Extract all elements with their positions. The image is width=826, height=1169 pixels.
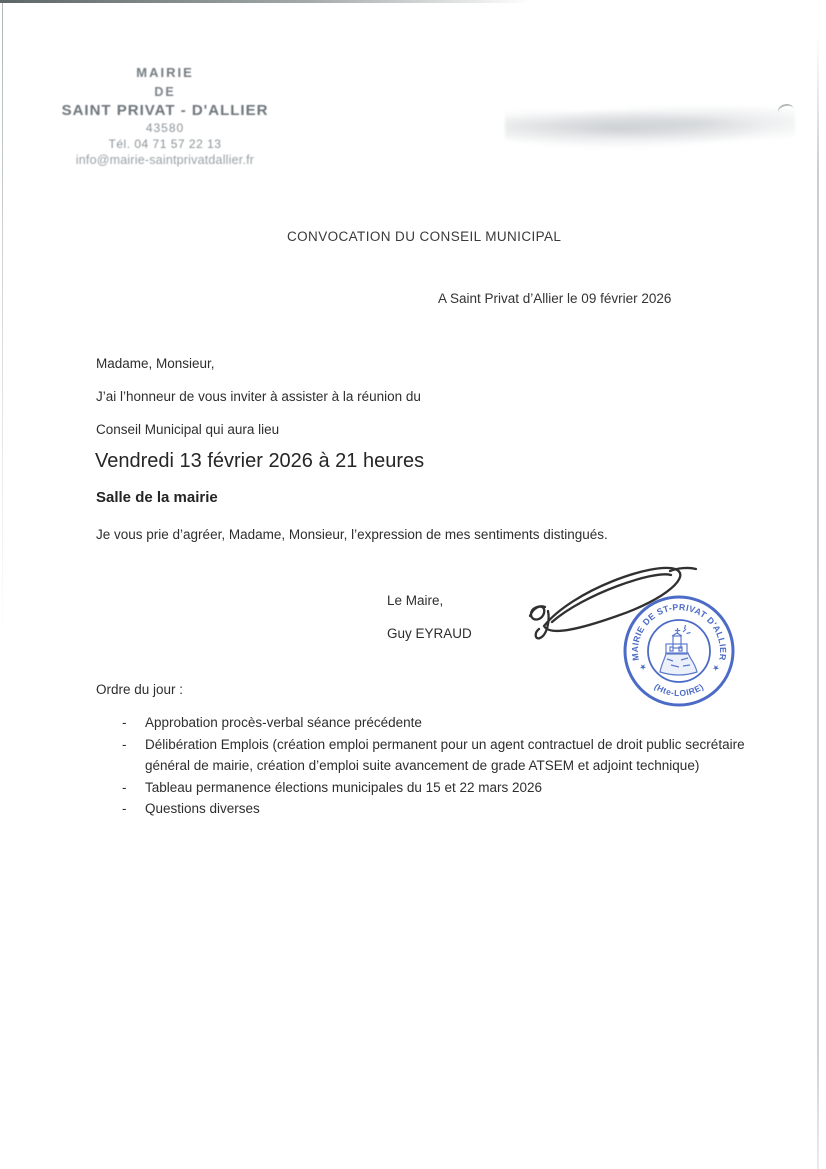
agenda-bullet: - <box>122 801 127 816</box>
agenda-item <box>96 734 746 777</box>
agenda-heading: Ordre du jour : <box>96 682 184 697</box>
svg-text:(Hte-LOIRE) <box>652 681 705 698</box>
municipal-round-stamp <box>620 592 738 710</box>
closing-formula: Je vous prie d’agréer, Madame, Monsieur, l’expression de mes sentiments distingués. <box>96 527 608 542</box>
agenda-bullet: - <box>122 779 127 795</box>
stamp-arc-bottom-text: (Hte-LOIRE) <box>652 681 706 699</box>
agenda-item <box>96 712 746 734</box>
agenda-bullet: - <box>122 715 127 730</box>
document-title: CONVOCATION DU CONSEIL MUNICIPAL <box>287 229 562 244</box>
agenda-item-text: Délibération Emplois (création emploi permanent pour un agent contractuel de droit public secrétaire général de mairie, création d’emploi suite avancement de grade ATSEM et adjoint technique) <box>145 736 745 773</box>
signer-name: Guy EYRAUD <box>387 626 472 641</box>
letterhead-stamp <box>40 61 290 168</box>
stamp-star-right-icon: ★ <box>710 662 722 674</box>
agenda-list <box>96 712 746 820</box>
scan-edge-top <box>0 0 560 3</box>
letterhead-phone: Tél. 04 71 57 22 13 <box>108 137 222 151</box>
agenda-item <box>96 777 746 799</box>
stamp-chapel-emblem <box>660 625 697 675</box>
signer-role: Le Maire, <box>387 593 444 608</box>
scan-smudge-artifact <box>505 106 795 148</box>
letterhead-org-line2: DE <box>154 85 176 99</box>
letterhead-email: info@mairie-saintprivatdallier.fr <box>75 153 255 167</box>
body-line-1: J’ai l’honneur de vous inviter à assister à la réunion du <box>96 389 421 404</box>
agenda-item-text: Approbation procès-verbal séance précédente <box>145 715 422 730</box>
agenda-item-text: Questions diverses <box>145 801 260 816</box>
scan-edge-left <box>2 2 3 642</box>
agenda-item <box>96 798 746 820</box>
body-line-2: Conseil Municipal qui aura lieu <box>96 422 280 437</box>
meeting-location: Salle de la mairie <box>96 489 218 506</box>
agenda-item-text: Tableau permanence élections municipales du 15 et 22 mars 2026 <box>145 779 542 795</box>
meeting-datetime: Vendredi 13 février 2026 à 21 heures <box>95 450 425 472</box>
letterhead-org-line3: SAINT PRIVAT - D'ALLIER <box>61 102 269 119</box>
agenda-bullet: - <box>122 736 127 752</box>
letterhead-org-line1: MAIRIE <box>136 65 194 80</box>
stamp-star-left-icon: ★ <box>637 661 649 673</box>
stamp-arc-top-text: MAIRIE DE ST-PRIVAT D'ALLIER <box>629 601 729 662</box>
scan-edge-right <box>817 35 819 1169</box>
place-date-line: A Saint Privat d’Allier le 09 février 2026 <box>438 291 672 306</box>
letterhead-postal-code: 43580 <box>145 121 185 135</box>
salutation: Madame, Monsieur, <box>96 356 215 371</box>
